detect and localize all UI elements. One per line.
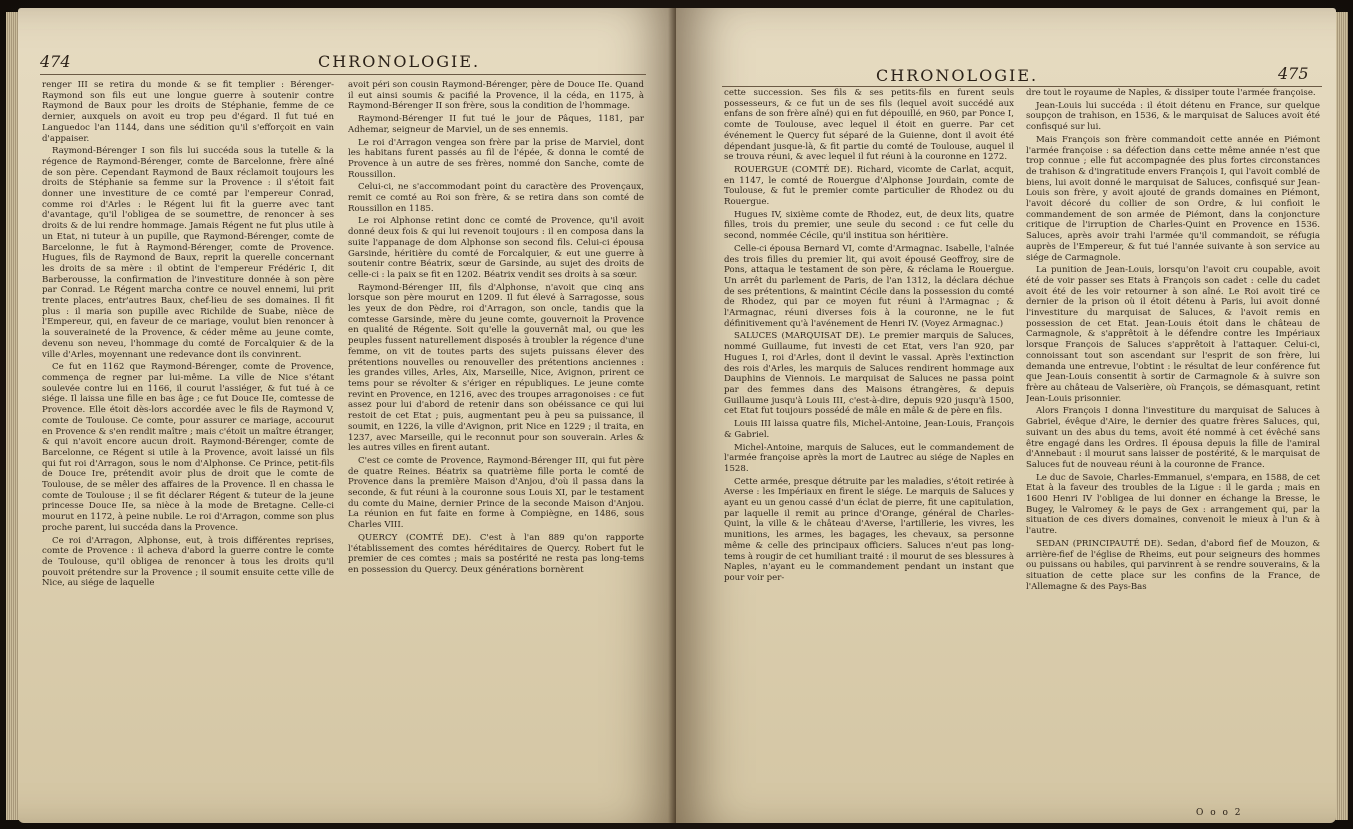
paragraph: Alors François I donna l'investiture du marquisat de Saluces à Gabriel, évêque d'Aire, le dernier des quatre frères Saluces, qui, suivant un des abus du tems, avoit été nommé à cet évêché sans être engagé dans les Ordres. Il épousa depuis la fille de l'amiral d'Annebaut : il mourut sans laisser de postérité, & le marquisat de Saluces fut de nouveau réuni à la couronne de France. [1026, 406, 1320, 470]
right-column-1 [724, 88, 1014, 823]
right-running-head: CHRONOLOGIE. [876, 66, 1039, 85]
paragraph: SEDAN (PRINCIPAUTÉ DE). Sedan, d'abord fief de Mouzon, & arrière-fief de l'église de Rheims, eut pour seigneurs des hommes ou puissans ou habiles, qui parvinrent à se rendre souverains, & la situation de cette place sur les confins de la France, de l'Allemagne & des Pays-Bas [1026, 538, 1320, 592]
paragraph: avoit péri son cousin Raymond-Bérenger, père de Douce IIe. Quand il eut ainsi soumis & pacifié la Provence, il la céda, en 1175, à Raymond-Bérenger II son frère, sous la condition de l'hommage. [348, 80, 644, 112]
signature-mark: O o o 2 [1196, 808, 1243, 818]
paragraph: Celle-ci épousa Bernard VI, comte d'Armagnac. Isabelle, l'aînée des trois filles du premier lit, qui avoit épousé Geoffroy, sire de Pons, attaqua le testament de son père, & réclama le Rouergue. Un arrêt du parlement de Paris, de l'an 1312, la déclara déchue de ses prétentions, & maintint Cécile dans la possession du comté de Rhodez, qui par ce moyen fut réuni à l'Armagnac ; & l'Armagnac, réuni diverses fois à la couronne, ne le fut définitivement qu'à l'avénement de Henri IV. (Voyez Armagnac.) [724, 243, 1014, 329]
right-page-edges [1334, 12, 1348, 820]
right-column-2 [1026, 88, 1320, 808]
paragraph: Ce fut en 1162 que Raymond-Bérenger, comte de Provence, commença de regner par lui-même. La ville de Nice s'étant soulevée contre lui en 1166, il courut l'assiéger, & fut tué à ce siége. Il laissa une fille en bas âge ; ce fut Douce IIe, comtesse de Provence. Elle étoit dès-lors accordée avec le fils de Raymond V, comte de Toulouse. Ce comte, pour assurer ce mariage, accourut en Provence & s'en rendit maître ; mais c'étoit un maître étranger, & qui n'avoit encore aucun droit. Raymond-Bérenger, comte de Barcelonne, ce Régent si utile à la Provence, avoit laissé un fils qui fut roi d'Arragon, sous le nom d'Alphonse. Ce Prince, petit-fils de Douce Ire, prétendit avoir plus de droit que le comte de Toulouse, de se mêler des affaires de la Provence. Il en chassa le comte de Toulouse ; il se fit déclarer Régent & tuteur de la jeune princesse Douce IIe, sa nièce à la mode de Bretagne. Celle-ci mourut en 1172, à peine nubile. Le roi d'Arragon, comme son plus proche parent, lui succéda dans la Provence. [42, 362, 334, 533]
paragraph: Le duc de Savoie, Charles-Emmanuel, s'empara, en 1588, de cet Etat à la faveur des troubles de la Ligue : il le garda ; mais en 1600 Henri IV l'obligea de lui donner en échange la Bresse, le Bugey, le Valromey & le pays de Gex : arrangement qui, par la situation de ces divers domaines, convenoit le mieux à l'un & à l'autre. [1026, 472, 1320, 537]
left-running-head: CHRONOLOGIE. [318, 52, 481, 71]
paragraph: C'est ce comte de Provence, Raymond-Bérenger III, qui fut père de quatre Reines. Béatrix sa quatrième fille porta le comté de Provence dans la première Maison d'Anjou, d'où il passa dans la seconde, & fut réuni à la couronne sous Louis XI, par le testament du comte du Maine, dernier Prince de la seconde Maison d'Anjou. La réunion en fut faite en forme à Compiègne, en 1486, sous Charles VIII. [348, 455, 644, 531]
paragraph: dre tout le royaume de Naples, & dissiper toute l'armée françoise. [1026, 88, 1316, 98]
paragraph: Raymond-Bérenger II fut tué le jour de Pâques, 1181, par Adhemar, seigneur de Marviel, un de ses ennemis. [348, 114, 644, 135]
paragraph: Michel-Antoine, marquis de Saluces, eut le commandement de l'armée françoise après la mort de Lautrec au siége de Naples en 1528. [724, 442, 1014, 474]
left-column-1 [42, 80, 334, 820]
paragraph: Mais François son frère commandoit cette année en Piémont l'armée françoise : sa défection dans cette même année n'est que trop connue ; elle fut accompagnée des plus fortes circonstances de trahison & d'ingratitude envers François I, qui l'avoit comblé de biens, lui avoit donné le marquisat de Saluces, confisqué sur Jean-Louis son frère, y avoit ajouté de grands domaines en Piémont, l'avoit décoré du collier de son Ordre, & lui confioit le commandement de son armée de Piémont, dans la conjoncture critique de l'irruption de Charles-Quint en Provence en 1536. Saluces, après avoir trahi l'armée qu'il commandoit, se réfugia auprès de l'Empereur, & fut tué l'année suivante à son service au siége de Carmagnole. [1026, 134, 1320, 263]
paragraph: Le roi Alphonse retint donc ce comté de Provence, qu'il avoit donné deux fois & qui lui revenoit toujours : il en composa dans la suite l'appanage de dom Alphonse son second fils. Celui-ci épousa Garsinde, héritière du comté de Forcalquier, & eut une guerre à soutenir contre Béatrix, sœur de Garsinde, au sujet des droits de celle-ci : la paix se fit en 1202. Béatrix vendit ses droits à sa sœur. [348, 216, 644, 280]
paragraph: QUERCY (COMTÉ DE). C'est à l'an 889 qu'on rapporte l'établissement des comtes héréditaires de Quercy. Robert fut le premier de ces comtes ; mais sa postérité ne resta pas long-tems en possession du Quercy. Deux générations bornèrent [348, 532, 644, 575]
left-page-number: 474 [40, 52, 71, 71]
left-column-2 [348, 80, 644, 820]
paragraph: Raymond-Bérenger III, fils d'Alphonse, n'avoit que cinq ans lorsque son père mourut en 1209. Il fut élevé à Sarragosse, sous les yeux de don Pèdre, roi d'Arragon, son oncle, tandis que la comtesse Garsinde, mère du jeune comte, gouvernoit la Provence en qualité de Régente. Soit qu'elle la gouvernât mal, ou que les peuples fussent naturellement disposés à troubler la régence d'une femme, on vit de toutes parts des sujets puissans élever des prétentions nouvelles ou renouveller des prétentions anciennes : les grandes villes, Arles, Aix, Marseille, Nice, Avignon, prirent ce tems pour se révolter & s'ériger en républiques. Le jeune comte revint en Provence, en 1216, avec des troupes arragonoises : ce fut assez pour lui d'abord de retenir dans son obéissance ce qui lui restoit de cet Etat ; puis, augmentant peu à peu sa puissance, il soumit, en 1226, la ville d'Avignon, prit Nice en 1229 ; il traita, en 1237, avec Marseille, qui le reconnut pour son souverain. Arles & les autres villes en firent autant. [348, 282, 644, 454]
paragraph: cette succession. Ses fils & ses petits-fils en furent seuls possesseurs, & ce fut un de ses fils (lequel avoit succédé aux enfans de son frère aîné) qui en fut dépouillé, en 960, par Ponce I, comte de Toulouse, avec lequel il étoit en guerre. Par cet événement le Quercy fut séparé de la Guienne, dont il avoit été dépendant jusque-là, & fit partie du comté de Toulouse, auquel il se trouva réuni, & avec lequel il fut réuni à la couronne en 1272. [724, 88, 1014, 163]
paragraph: Cette armée, presque détruite par les maladies, s'étoit retirée à Averse : les Impériaux en firent le siége. Le marquis de Saluces y ayant eu un genou cassé d'un éclat de pierre, fit une capitulation, par laquelle il remit au prince d'Orange, général de Charles-Quint, la ville & le château d'Averse, l'artillerie, les vivres, les munitions, les armes, les bagages, les chevaux, sa personne même & celle des principaux officiers. Saluces n'eut pas long-tems à rougir de cet humiliant traité : il mourut de ses blessures à Naples, n'ayant eu le commandement pendant un instant que pour voir per- [724, 476, 1014, 583]
right-page-number: 475 [1278, 64, 1309, 83]
paragraph: Raymond-Bérenger I son fils lui succéda sous la tutelle & la régence de Raymond-Bérenger, comte de Barcelonne, frère aîné de son père. Cependant Raymond de Baux réclamoit toujours les droits de Stéphanie sa femme sur la Provence : il s'étoit fait donner une investiture de ce comté par l'empereur Conrad, comme roi d'Arles : le Régent lui fit la guerre avec tant d'avantage, qu'il l'obligea de se soumettre, de renoncer à ses droits & de lui rendre hommage. Jamais Régent ne fut plus utile à un Etat, ni tuteur à un pupille, que Raymond-Bérenger, comte de Barcelonne, le fut à Raymond-Bérenger, comte de Provence. Hugues, fils de Raymond de Baux, reprit la querelle concernant les droits de sa mère : il obtint de l'empereur Frédéric I, dit Barberousse, la confirmation de l'investiture donnée à son père par Conrad. Le Régent marcha contre ce nouvel ennemi, lui prit trente places, entr'autres Baux, chef-lieu de ses domaines. Il fit plus : il maria son pupille avec Richilde de Suabe, nièce de l'Empereur, qui, en faveur de ce mariage, voulut bien renoncer à la souveraineté de la Provence, & céder même au jeune comte, devenu son neveu, l'hommage du comté de Forcalquier & de la ville d'Arles, moyennant une redevance dont ils convinrent. [42, 146, 334, 360]
paragraph: Ce roi d'Arragon, Alphonse, eut, à trois différentes reprises, comte de Provence : il acheva d'abord la guerre contre le comte de Toulouse, qu'il obligea de renoncer à tous les droits qu'il pouvoit prétendre sur la Provence ; il soumit ensuite cette ville de Nice, au siége de laquelle [42, 535, 334, 589]
paragraph: ROUERGUE (COMTÉ DE). Richard, vicomte de Carlat, acquit, en 1147, le comté de Rouergue d'Alphonse Jourdain, comte de Toulouse, & fut le premier comte particulier de Rhodez ou du Rouergue. [724, 164, 1014, 208]
left-header-rule [40, 74, 646, 75]
paragraph: SALUCES (MARQUISAT DE). Le premier marquis de Saluces, nommé Guillaume, fut investi de cet Etat, vers l'an 920, par Hugues I, roi d'Arles, dont il devint le vassal. Après l'extinction des rois d'Arles, les marquis de Saluces rendirent hommage aux Dauphins de Viennois. Le marquisat de Saluces ne passa point par des femmes dans des Maisons étrangères, & depuis Guillaume jusqu'à Louis III, c'est-à-dire, depuis 920 jusqu'à 1500, cet Etat fut toujours possédé de mâle en mâle & de père en fils. [724, 331, 1014, 417]
paragraph: La punition de Jean-Louis, lorsqu'on l'avoit cru coupable, avoit été de voir passer ses Etats à François son cadet : celle du cadet avoit été de les voir retourner à son aîné. Le Roi avoit tiré ce dernier de la prison où il étoit détenu à Paris, lui avoit donné l'investiture du marquisat de Saluces, & l'avoit remis en possession de cet Etat. Jean-Louis étoit dans le château de Carmagnole, & s'apprêtoit à le défendre contre les Impériaux lorsque François de Saluces s'apprêtoit à l'attaquer. Celui-ci, connoissant tout son ascendant sur l'esprit de son frère, lui demanda une entrevue, l'obtint : le résultat de leur conférence fut que Jean-Louis consentit à sortir de Carmagnole & à suivre son frère au château de Valserière, où François, se démasquant, retint Jean-Louis prisonnier. [1026, 265, 1320, 404]
right-header-rule [722, 86, 1322, 87]
paragraph: Jean-Louis lui succéda : il étoit détenu en France, sur quelque soupçon de trahison, en 1536, & le marquisat de Saluces avoit été confisqué sur lui. [1026, 100, 1320, 133]
right-page [676, 8, 1336, 823]
paragraph: Louis III laissa quatre fils, Michel-Antoine, Jean-Louis, François & Gabriel. [724, 419, 1014, 440]
paragraph: renger III se retira du monde & se fit templier : Bérenger-Raymond son fils eut une longue guerre à soutenir contre Raymond de Baux pour les droits de Stéphanie, femme de ce dernier, auxquels on avoit eu trop peu d'égard. Il fut tué en Languedoc l'an 1144, dans une sédition qu'il s'efforçoit en vain d'appaiser. [42, 80, 334, 144]
paragraph: Celui-ci, ne s'accommodant point du caractère des Provençaux, remit ce comté au Roi son frère, & se retira dans son comté de Roussillon en 1185. [348, 182, 644, 214]
paragraph: Le roi d'Arragon vengea son frère par la prise de Marviel, dont les habitans furent passés au fil de l'épée, & donna le comté de Provence à un autre de ses frères, nommé don Sanche, comte de Roussillon. [348, 137, 644, 180]
paragraph: Hugues IV, sixième comte de Rhodez, eut, de deux lits, quatre filles, trois du premier, une seule du second : ce fut celle du second, nommée Cécile, qu'il institua son héritière. [724, 209, 1014, 242]
left-page [18, 8, 678, 823]
